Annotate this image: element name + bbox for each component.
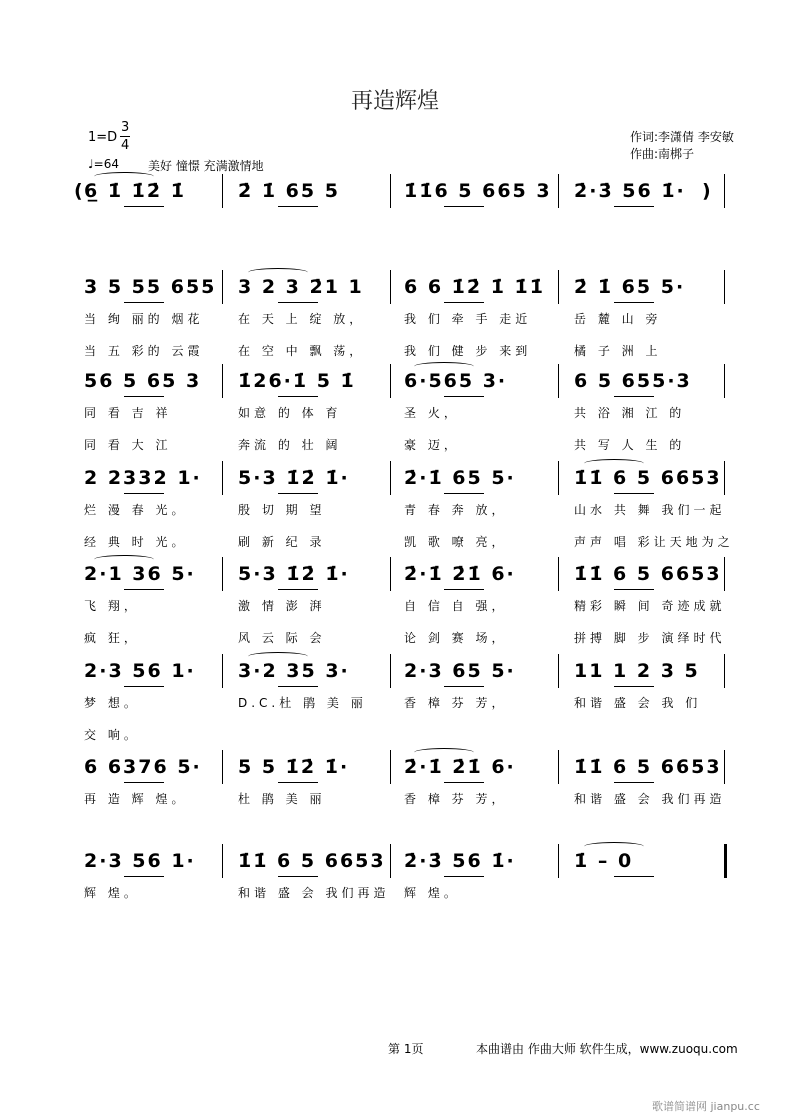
time-signature-top: 3 (121, 120, 130, 135)
lyric-verse-1: 圣 火， (404, 406, 460, 420)
bar-line (390, 844, 391, 878)
measure-notes: 2̇·1̇ 2̇1̇ 6· (404, 563, 516, 585)
bar-line (558, 174, 559, 208)
bar-line (222, 364, 223, 398)
measure-notes: 2·1 36 5· (84, 563, 196, 585)
beam-underline (614, 493, 654, 494)
slur (248, 652, 308, 661)
bar-line (724, 174, 725, 208)
time-signature-line (120, 136, 130, 137)
lyric-verse-2: 奔流 的 壮 阔 (238, 438, 342, 452)
beam-underline (124, 493, 164, 494)
lyric-verse-2: 豪 迈， (404, 438, 460, 452)
lyricist: 作词:李潇倩 李安敏 (630, 130, 734, 144)
bar-line (390, 654, 391, 688)
watermark: 歌谱简谱网 jianpu.cc (652, 1100, 760, 1113)
bar-line (724, 461, 725, 495)
bar-line (558, 557, 559, 591)
lyric-verse-1: D.C.杜 鹃 美 丽 (238, 696, 367, 710)
beam-underline (444, 206, 484, 207)
bar-line (222, 844, 223, 878)
measure-notes: 1̇1̇ 6 5 6653 (574, 467, 722, 489)
bar-line (222, 654, 223, 688)
measure-notes: 6 5 655·3 (574, 370, 692, 392)
slur (584, 842, 644, 851)
beam-underline (614, 686, 654, 687)
beam-underline (444, 302, 484, 303)
bar-line (724, 557, 725, 591)
lyric-verse-1: 山水 共 舞 我们一起 (574, 503, 726, 517)
lyric-verse-1: 杜 鹃 美 丽 (238, 792, 326, 806)
lyric-verse-2: 橘 子 洲 上 (574, 344, 662, 358)
measure-notes: 2̇ 1̇ 65 5 (238, 180, 340, 202)
bar-line (558, 364, 559, 398)
lyric-verse-1: 青 春 奔 放， (404, 503, 508, 517)
beam-underline (124, 876, 164, 877)
bar-line (222, 557, 223, 591)
measure-notes: 1̇26·1̇ 5 1̇ (238, 370, 356, 392)
beam-underline (444, 686, 484, 687)
bar-line (222, 750, 223, 784)
lyric-verse-2: 交 响。 (84, 728, 140, 742)
measure-notes: 6·565 3· (404, 370, 508, 392)
beam-underline (124, 396, 164, 397)
lyric-verse-1: 精彩 瞬 间 奇迹成就 (574, 599, 726, 613)
lyric-verse-2: 凯 歌 嘹 亮， (404, 535, 508, 549)
measure-notes: 2̇·3̇ 56 1̇· (404, 850, 516, 872)
beam-underline (278, 493, 318, 494)
tempo-marking: ♩=64 (88, 157, 119, 171)
bar-line (724, 844, 727, 878)
slur (414, 362, 474, 371)
lyric-verse-1: 当 绚 丽的 烟花 (84, 312, 204, 326)
bar-line (390, 364, 391, 398)
beam-underline (614, 589, 654, 590)
bar-line (558, 750, 559, 784)
lyric-verse-1: 梦 想。 (84, 696, 140, 710)
lyric-verse-2: 拼搏 脚 步 演绎时代 (574, 631, 726, 645)
bar-line (724, 750, 725, 784)
lyric-verse-2: 论 剑 赛 场， (404, 631, 508, 645)
slur (94, 555, 154, 564)
slur (94, 172, 154, 181)
measure-notes: 3 5 55 655 (84, 276, 217, 298)
beam-underline (614, 302, 654, 303)
page-number: 第 1页 (388, 1042, 424, 1056)
measure-notes: 56 5 65 3 (84, 370, 202, 392)
lyric-verse-2: 刷 新 纪 录 (238, 535, 326, 549)
measure-notes: 1̇ – 0 (574, 850, 634, 872)
lyric-verse-1: 和谐 盛 会 我们再造 (238, 886, 390, 900)
slur (414, 748, 474, 757)
bar-line (222, 270, 223, 304)
beam-underline (278, 876, 318, 877)
lyric-verse-1: 飞 翔， (84, 599, 140, 613)
beam-underline (614, 206, 654, 207)
bar-line (558, 844, 559, 878)
lyric-verse-1: 和谐 盛 会 我 们 (574, 696, 702, 710)
lyric-verse-1: 再 造 辉 煌。 (84, 792, 188, 806)
lyric-verse-1: 如意 的 体 育 (238, 406, 342, 420)
beam-underline (278, 206, 318, 207)
measure-notes: 6̲ 1̇ 1̇2̇ 1̇ (84, 180, 186, 202)
beam-underline (278, 396, 318, 397)
bar-line (390, 461, 391, 495)
beam-underline (124, 686, 164, 687)
beam-underline (444, 876, 484, 877)
time-signature-bottom: 4 (121, 138, 130, 153)
beam-underline (614, 782, 654, 783)
beam-underline (124, 302, 164, 303)
expression-marking: 美好 憧憬 充满激情地 (148, 159, 264, 173)
bar-line (724, 270, 725, 304)
measure-notes: 6 6376 5· (84, 756, 202, 778)
lyric-verse-1: 和谐 盛 会 我们再造 (574, 792, 726, 806)
beam-underline (444, 782, 484, 783)
bar-line (390, 750, 391, 784)
measure-notes: 2·3 56 1· (84, 850, 196, 872)
bar-line (558, 270, 559, 304)
lyric-verse-2: 在 空 中 飘 荡， (238, 344, 366, 358)
bar-line (558, 461, 559, 495)
lyric-verse-2: 疯 狂， (84, 631, 140, 645)
beam-underline (278, 302, 318, 303)
measure-notes: 6 6 1̇2̇ 1̇ 1̇1̇ (404, 276, 546, 298)
lyric-verse-1: 共 浴 湘 江 的 (574, 406, 686, 420)
lyric-verse-1: 辉 煌。 (404, 886, 460, 900)
beam-underline (614, 876, 654, 877)
measure-notes: 5·3 1̇2̇ 1̇· (238, 467, 350, 489)
measure-notes: 2̇·3̇ 56 1̇· (574, 180, 686, 202)
beam-underline (124, 589, 164, 590)
key-signature: 1=D (88, 130, 118, 145)
page-title: 再造辉煌 (350, 89, 439, 114)
bar-line (724, 654, 725, 688)
measure-notes: 2·3 56 1· (84, 660, 196, 682)
measure-notes: 1̇1̇ 6 5 6653 (238, 850, 386, 872)
lyric-verse-1: 激 情 澎 湃 (238, 599, 326, 613)
lyric-verse-2: 经 典 时 光。 (84, 535, 188, 549)
measure-notes: 2 2332 1· (84, 467, 202, 489)
measure-notes: 2̇ 1̇ 65 5· (574, 276, 686, 298)
lyric-verse-1: 同 看 吉 祥 (84, 406, 172, 420)
beam-underline (124, 782, 164, 783)
bar-line (390, 557, 391, 591)
lyric-verse-1: 殷 切 期 望 (238, 503, 326, 517)
measure-notes: 3·2 35 3· (238, 660, 350, 682)
footer-note: 本曲谱由 作曲大师 软件生成，www.zuoqu.com (476, 1042, 738, 1056)
lyric-verse-1: 我 们 牵 手 走近 (404, 312, 532, 326)
lyric-verse-1: 香 樟 芬 芳， (404, 696, 508, 710)
beam-underline (278, 589, 318, 590)
lyric-verse-1: 岳 麓 山 旁 (574, 312, 662, 326)
measure-notes: 1̇1̇ 6 5 6653 (574, 756, 722, 778)
bar-line (558, 654, 559, 688)
beam-underline (444, 589, 484, 590)
lyric-verse-2: 当 五 彩的 云霞 (84, 344, 204, 358)
measure-notes: 2·3 65 5· (404, 660, 516, 682)
bar-line (390, 174, 391, 208)
lyric-verse-1: 在 天 上 绽 放， (238, 312, 366, 326)
slur (248, 268, 308, 277)
lyric-verse-1: 烂 漫 春 光。 (84, 503, 188, 517)
repeat-open-paren: ( (74, 180, 85, 202)
measure-notes: 11 1 2 3 5 (574, 660, 700, 682)
lyric-verse-2: 声声 唱 彩让天地为之 (574, 535, 734, 549)
lyric-verse-1: 自 信 自 强， (404, 599, 508, 613)
lyric-verse-2: 风 云 际 会 (238, 631, 326, 645)
measure-notes: 1̇1̇ 6 5 6653 (574, 563, 722, 585)
composer: 作曲:南梆子 (630, 147, 695, 161)
beam-underline (278, 686, 318, 687)
beam-underline (278, 782, 318, 783)
measure-notes: 2̇·1̇ 2̇1̇ 6· (404, 756, 516, 778)
bar-line (390, 270, 391, 304)
measure-notes: 5·3 1̇2̇ 1̇· (238, 563, 350, 585)
beam-underline (444, 396, 484, 397)
lyric-verse-1: 香 樟 芬 芳， (404, 792, 508, 806)
measure-notes: 1̇1̇6 5 665 3 (404, 180, 552, 202)
lyric-verse-2: 我 们 健 步 来到 (404, 344, 532, 358)
beam-underline (124, 206, 164, 207)
beam-underline (444, 493, 484, 494)
measure-notes: 5 5 1̇2̇ 1̇· (238, 756, 350, 778)
measure-notes: 2̇·1̇ 65 5· (404, 467, 516, 489)
lyric-verse-1: 辉 煌。 (84, 886, 140, 900)
measure-notes: 3 2 3 2̇1 1 (238, 276, 364, 298)
repeat-close-paren: ) (702, 180, 713, 202)
lyric-verse-2: 共 写 人 生 的 (574, 438, 686, 452)
bar-line (724, 364, 725, 398)
bar-line (222, 174, 223, 208)
lyric-verse-2: 同 看 大 江 (84, 438, 172, 452)
bar-line (222, 461, 223, 495)
slur (584, 459, 644, 468)
beam-underline (614, 396, 654, 397)
